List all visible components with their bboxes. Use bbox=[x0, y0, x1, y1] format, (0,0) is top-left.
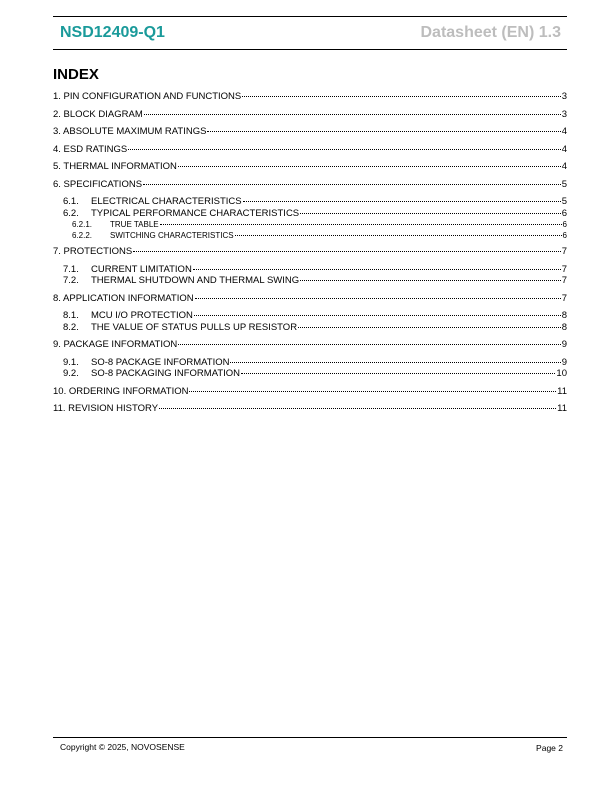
toc-entry-page: 9 bbox=[561, 357, 567, 368]
product-name: NSD12409-Q1 bbox=[60, 24, 165, 41]
toc-entry-page: 8 bbox=[561, 310, 567, 321]
toc-entry[interactable] bbox=[53, 126, 567, 137]
toc-subentry-number: 7.1. bbox=[63, 264, 79, 275]
toc-leader-dots bbox=[159, 408, 556, 409]
toc-subentry[interactable] bbox=[63, 208, 567, 219]
toc-entry[interactable] bbox=[53, 109, 567, 120]
toc-leader-dots bbox=[178, 344, 560, 345]
toc-entry-title: 8. APPLICATION INFORMATION bbox=[53, 293, 194, 304]
toc-entry-page: 4 bbox=[561, 144, 567, 155]
toc-entry-title: SWITCHING CHARACTERISTICS bbox=[110, 231, 234, 240]
toc-leader-dots bbox=[298, 327, 561, 328]
toc-leader-dots bbox=[160, 224, 562, 225]
toc-entry-title: TRUE TABLE bbox=[110, 220, 159, 229]
toc-leader-dots bbox=[300, 280, 561, 281]
toc-entry-page: 11 bbox=[557, 386, 567, 397]
toc-leader-dots bbox=[230, 362, 560, 363]
toc-leader-dots bbox=[178, 166, 561, 167]
toc-subsubentry[interactable] bbox=[72, 231, 567, 240]
toc-leader-dots bbox=[235, 235, 562, 236]
toc-subentry[interactable] bbox=[63, 310, 567, 321]
toc-entry-title: 1. PIN CONFIGURATION AND FUNCTIONS bbox=[53, 91, 242, 102]
document-version: Datasheet (EN) 1.3 bbox=[420, 24, 561, 41]
toc-subentry[interactable] bbox=[63, 264, 567, 275]
toc-entry-page: 5 bbox=[561, 196, 567, 207]
toc-entry-title: 3. ABSOLUTE MAXIMUM RATINGS bbox=[53, 126, 207, 137]
toc-entry[interactable] bbox=[53, 144, 567, 155]
toc-entry-title: 6. SPECIFICATIONS bbox=[53, 179, 143, 190]
toc-entry-title: 7. PROTECTIONS bbox=[53, 246, 133, 257]
index-title: INDEX bbox=[53, 66, 99, 83]
toc-entry-page: 6 bbox=[562, 220, 567, 229]
toc-entry-title: 2. BLOCK DIAGRAM bbox=[53, 109, 143, 120]
toc-entry-page: 11 bbox=[557, 403, 567, 414]
toc-entry[interactable] bbox=[53, 339, 567, 350]
toc-entry-title: 9. PACKAGE INFORMATION bbox=[53, 339, 178, 350]
toc-leader-dots bbox=[189, 391, 556, 392]
toc-leader-dots bbox=[242, 96, 560, 97]
toc-entry-title: 10. ORDERING INFORMATION bbox=[53, 386, 189, 397]
toc-entry-page: 9 bbox=[561, 339, 567, 350]
toc-entry-page: 7 bbox=[561, 293, 567, 304]
toc-leader-dots bbox=[128, 149, 560, 150]
toc-entry-page: 6 bbox=[561, 208, 567, 219]
toc-entry[interactable] bbox=[53, 386, 567, 397]
toc-subentry-number: 6.1. bbox=[63, 196, 79, 207]
toc-entry-page: 8 bbox=[561, 322, 567, 333]
toc-leader-dots bbox=[194, 315, 561, 316]
toc-entry-page: 3 bbox=[561, 91, 567, 102]
toc-subentry[interactable] bbox=[63, 368, 567, 379]
toc-leader-dots bbox=[241, 373, 555, 374]
toc-leader-dots bbox=[144, 114, 561, 115]
toc-subsubentry-number: 6.2.2. bbox=[72, 231, 93, 240]
toc-entry[interactable] bbox=[53, 246, 567, 257]
toc-entry-page: 4 bbox=[561, 126, 567, 137]
page-number: Page 2 bbox=[536, 743, 563, 753]
toc-subentry-number: 9.2. bbox=[63, 368, 79, 379]
toc-subentry[interactable] bbox=[63, 196, 567, 207]
toc-entry-page: 6 bbox=[562, 231, 567, 240]
toc-subsubentry[interactable] bbox=[72, 220, 567, 229]
toc-subentry[interactable] bbox=[63, 322, 567, 333]
toc-leader-dots bbox=[300, 213, 561, 214]
toc-entry-title: TYPICAL PERFORMANCE CHARACTERISTICS bbox=[91, 208, 300, 219]
footer-rule bbox=[53, 737, 567, 738]
toc-entry-page: 5 bbox=[561, 179, 567, 190]
toc-subentry-number: 6.2. bbox=[63, 208, 79, 219]
toc-entry-title: CURRENT LIMITATION bbox=[91, 264, 192, 275]
toc-entry-page: 7 bbox=[561, 275, 567, 286]
toc-subentry-number: 8.1. bbox=[63, 310, 79, 321]
toc-entry-title: ELECTRICAL CHARACTERISTICS bbox=[91, 196, 242, 207]
toc-entry[interactable] bbox=[53, 403, 567, 414]
toc-entry-title: SO-8 PACKAGE INFORMATION bbox=[91, 357, 230, 368]
toc-entry[interactable] bbox=[53, 161, 567, 172]
toc-entry-page: 3 bbox=[561, 109, 567, 120]
toc-entry-title: SO-8 PACKAGING INFORMATION bbox=[91, 368, 241, 379]
toc-entry-title: 4. ESD RATINGS bbox=[53, 144, 128, 155]
toc-subentry-number: 9.1. bbox=[63, 357, 79, 368]
toc-entry-title: 11. REVISION HISTORY bbox=[53, 403, 159, 414]
toc-entry-page: 7 bbox=[561, 264, 567, 275]
toc-leader-dots bbox=[133, 251, 561, 252]
toc-subsubentry-number: 6.2.1. bbox=[72, 220, 93, 229]
toc-entry-page: 10 bbox=[556, 368, 567, 379]
toc-entry-title: THERMAL SHUTDOWN AND THERMAL SWING bbox=[91, 275, 300, 286]
toc-entry-page: 7 bbox=[561, 246, 567, 257]
toc-entry-page: 4 bbox=[561, 161, 567, 172]
toc-entry-title: 5. THERMAL INFORMATION bbox=[53, 161, 177, 172]
toc-entry[interactable] bbox=[53, 91, 567, 102]
copyright-notice: Copyright © 2025, NOVOSENSE bbox=[60, 742, 185, 752]
toc-leader-dots bbox=[193, 269, 561, 270]
toc-subentry[interactable] bbox=[63, 357, 567, 368]
toc-leader-dots bbox=[143, 184, 561, 185]
toc-subentry-number: 8.2. bbox=[63, 322, 79, 333]
toc-entry[interactable] bbox=[53, 293, 567, 304]
toc-leader-dots bbox=[243, 201, 561, 202]
toc-subentry[interactable] bbox=[63, 275, 567, 286]
toc-entry[interactable] bbox=[53, 179, 567, 190]
toc-subentry-number: 7.2. bbox=[63, 275, 79, 286]
header-top-rule bbox=[53, 16, 567, 17]
header-bottom-rule bbox=[53, 49, 567, 50]
toc-leader-dots bbox=[207, 131, 560, 132]
toc-leader-dots bbox=[195, 298, 561, 299]
toc-entry-title: MCU I/O PROTECTION bbox=[91, 310, 193, 321]
toc-entry-title: THE VALUE OF STATUS PULLS UP RESISTOR bbox=[91, 322, 298, 333]
